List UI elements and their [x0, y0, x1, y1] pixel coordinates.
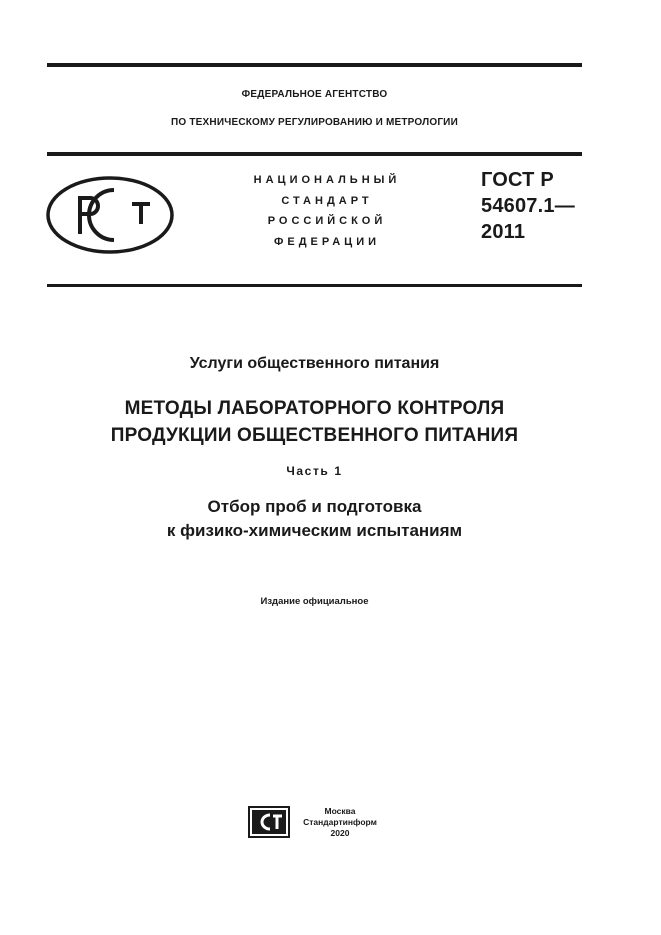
gost-number-line-1: ГОСТ Р [481, 169, 554, 191]
part-label: Часть 1 [286, 464, 343, 478]
publisher-city: Москва [324, 806, 356, 816]
standard-type-line-3: РОССИЙСКОЙ [267, 215, 387, 227]
publisher-year: 2020 [330, 828, 350, 838]
agency-line-1: ФЕДЕРАЛЬНОЕ АГЕНТСТВО [241, 89, 388, 100]
standard-type-line-1: НАЦИОНАЛЬНЫЙ [253, 174, 401, 186]
document-title-line-2: ПРОДУКЦИИ ОБЩЕСТВЕННОГО ПИТАНИЯ [110, 425, 519, 446]
publisher-name: Стандартинформ [303, 817, 377, 827]
middle-rule [47, 152, 582, 156]
agency-line-2: ПО ТЕХНИЧЕСКОМУ РЕГУЛИРОВАНИЮ И МЕТРОЛОГИИ [171, 117, 458, 128]
edition-note: Издание официальное [260, 596, 369, 607]
gost-number [481, 167, 575, 245]
bottom-rule [47, 284, 582, 287]
document-title [47, 395, 582, 449]
standard-type [222, 170, 432, 252]
gost-number-line-3: 2011 [481, 221, 526, 243]
part-title-line-1: Отбор проб и подготовка [207, 497, 422, 516]
standard-type-line-4: ФЕДЕРАЦИИ [273, 235, 381, 248]
part-title [47, 495, 582, 543]
part-title-line-2: к физико-химическим испытаниям [166, 521, 463, 540]
document-subtitle: Услуги общественного питания [189, 355, 440, 372]
standartinform-logo-icon [248, 806, 290, 838]
pct-certification-mark-icon [46, 176, 174, 254]
top-rule [47, 63, 582, 67]
standard-type-line-2: СТАНДАРТ [281, 194, 373, 207]
document-title-line-1: МЕТОДЫ ЛАБОРАТОРНОГО КОНТРОЛЯ [124, 398, 505, 419]
publisher-info [300, 806, 380, 839]
gost-number-line-2: 54607.1— [481, 195, 575, 217]
